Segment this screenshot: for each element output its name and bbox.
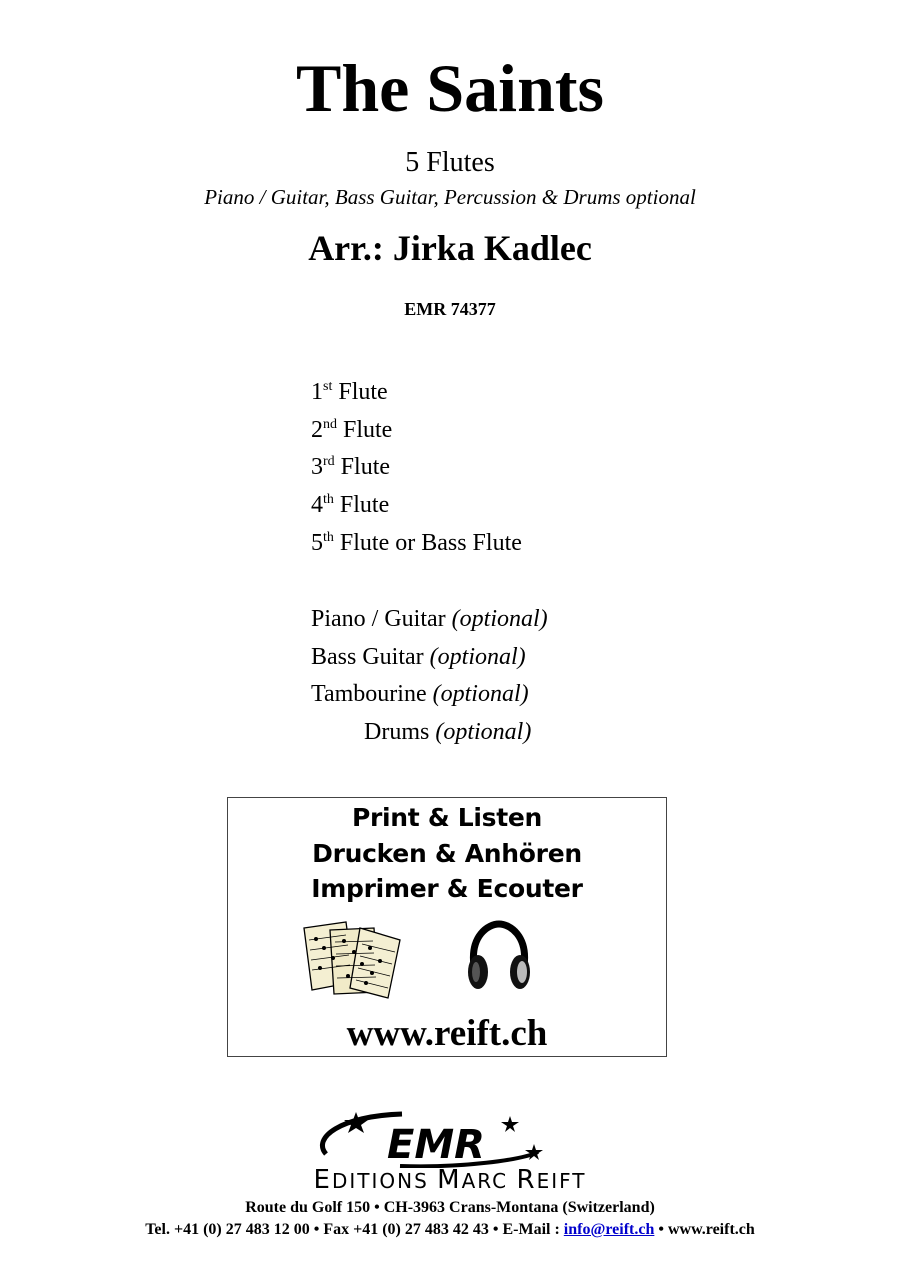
part-item: 4th Flute (311, 492, 390, 518)
headphones-icon (464, 920, 534, 996)
optional-part-item: Drums (optional) (364, 719, 532, 745)
part-item: 3rd Flute (311, 454, 391, 480)
emr-logo (312, 1108, 556, 1168)
part-item: 1st Flute (311, 379, 388, 405)
svg-text:EMR: EMR (387, 1122, 485, 1168)
optional-part-item: Bass Guitar (optional) (311, 644, 526, 670)
catalog-number: EMR 74377 (404, 299, 496, 319)
part-item: 2nd Flute (311, 417, 393, 443)
email-link[interactable]: info@reift.ch (563, 1221, 655, 1238)
website-link[interactable]: www.reift.ch (346, 1013, 548, 1054)
sheet-music-icon (300, 918, 412, 1000)
publisher-name: EDITIONS MARC REIFT (313, 1165, 587, 1195)
instrumentation: 5 Flutes (405, 147, 495, 178)
optional-part-item: Tambourine (optional) (311, 681, 529, 707)
promo-line-de: Drucken & Anhören (312, 839, 582, 868)
arranger: Arr.: Jirka Kadlec (308, 228, 592, 268)
promo-line-fr: Imprimer & Ecouter (311, 874, 583, 903)
publisher-contact: Tel. +41 (0) 27 483 12 00 • Fax +41 (0) 27 483 42 43 • E-Mail : info@reift.ch • www.reift.ch (145, 1221, 755, 1238)
optional-instruments: Piano / Guitar, Bass Guitar, Percussion & Drums optional (204, 185, 696, 209)
promo-line-en: Print & Listen (351, 803, 543, 832)
part-item: 5th Flute or Bass Flute (311, 530, 522, 556)
print-listen-box (227, 797, 667, 1057)
page-title: The Saints (296, 50, 604, 126)
publisher-address: Route du Golf 150 • CH-3963 Crans-Montana (Switzerland) (245, 1199, 655, 1216)
optional-part-item: Piano / Guitar (optional) (311, 606, 548, 632)
